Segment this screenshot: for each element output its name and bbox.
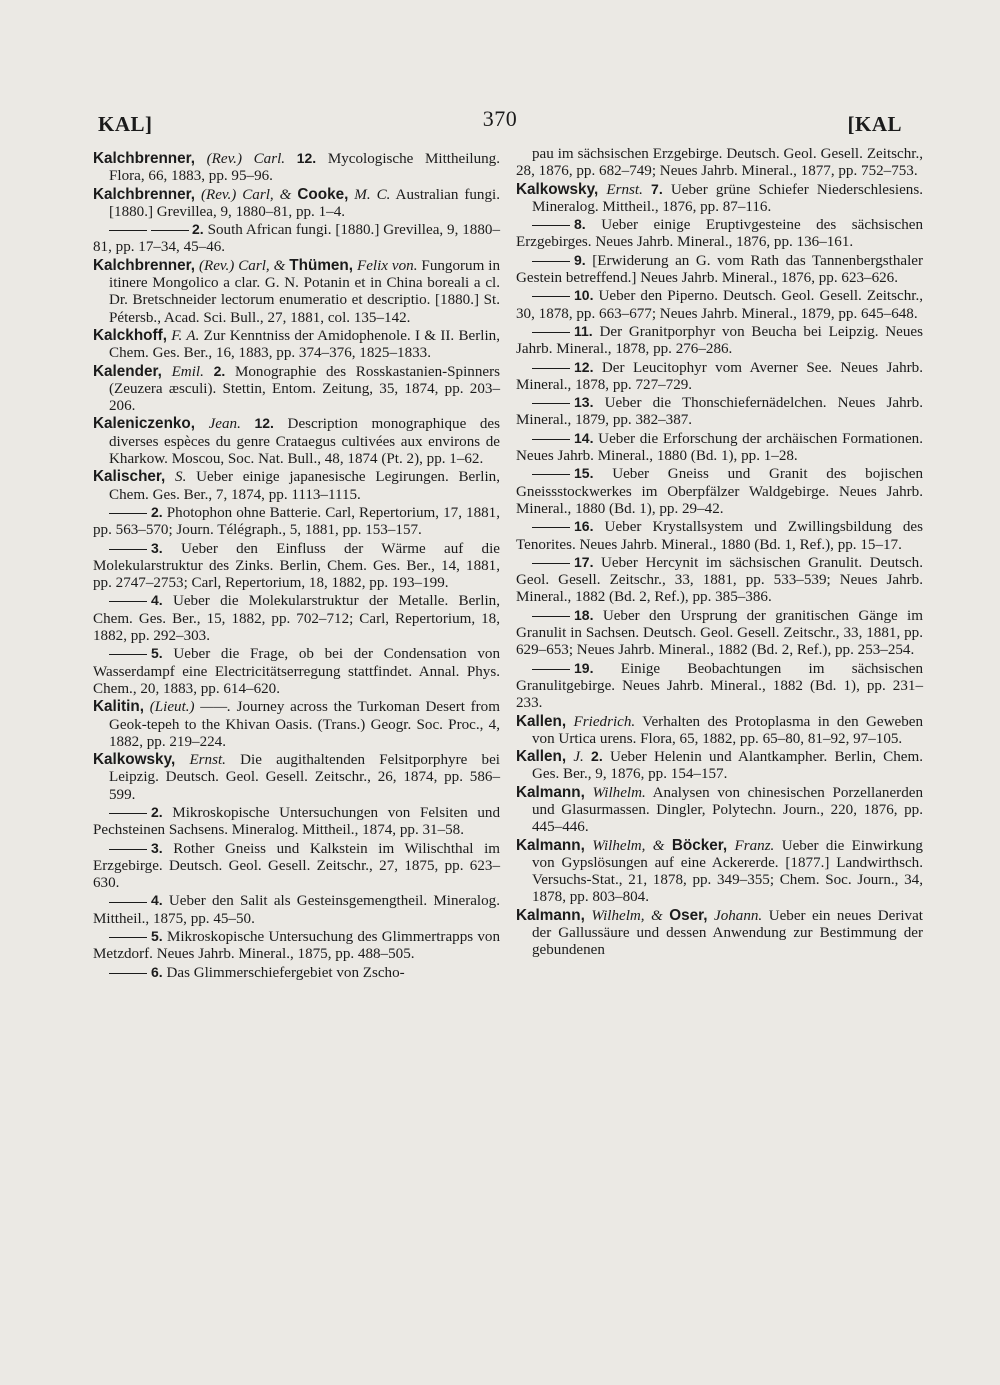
author-given-name: F. A. bbox=[171, 327, 200, 344]
author-given-name: Ernst. bbox=[189, 752, 226, 769]
running-head-left: KAL] bbox=[98, 112, 153, 136]
ditto-dash bbox=[109, 965, 151, 981]
bibliography-entry bbox=[516, 660, 923, 713]
ditto-dash bbox=[109, 893, 151, 909]
entry-text: South African fungi. [1880.] Grevillea, 9, 1880–81, pp. 17–34, 45–46. bbox=[93, 222, 500, 256]
entry-text: Ueber die Einwirkung von Gypslösungen auf eine Ackererde. [1877.] Landwirthsch. Versuchs-Stat., 21, 1878, pp. 349–355; Chem. Soc. Journ., 34, 1878, pp. 803–804. bbox=[532, 837, 923, 906]
author-given-name: S. bbox=[175, 469, 187, 486]
bibliography-entry bbox=[93, 468, 500, 504]
author-name: Kalmann, bbox=[516, 906, 585, 924]
coauthor-given-name: Franz. bbox=[734, 837, 775, 854]
entry-number: 11. bbox=[574, 322, 593, 339]
entry-text: Monographie des Rosskastanien-Spinners (Zeuzera æsculi). Stettin, Entom. Zeitung, 35, 1874, pp. 203–206. bbox=[109, 363, 500, 415]
bibliography-entry bbox=[93, 804, 500, 840]
ditto-dash bbox=[532, 217, 574, 233]
coauthor-name: Oser, bbox=[669, 906, 708, 924]
author-given-name: Ernst. bbox=[606, 181, 643, 198]
entry-text: Description monographique des diverses espèces du genre Crataegus cultivées aux environs de Kharkow. Moscou, Soc. Nat. Bull., 48, 1874 (Pt. 2), pp. 1–62. bbox=[109, 416, 500, 468]
ditto-dash bbox=[532, 324, 574, 340]
entry-text: Ueber Hercynit im sächsischen Granulit. Deutsch. Geol. Gesell. Zeitschr., 33, 1881, pp. 533–539; Neues Jahrb. Mineral., 1882 (Bd. 2, Ref.), pp. 385–386. bbox=[516, 554, 923, 606]
bibliography-entry bbox=[93, 645, 500, 698]
entry-text: Zur Kenntniss der Amidophenole. I & II. Berlin, Chem. Ges. Ber., 16, 1883, pp. 374–376, 1825–1833. bbox=[109, 327, 500, 362]
entry-number: 3. bbox=[151, 539, 163, 556]
author-given-name: Friedrich. bbox=[573, 713, 636, 730]
entry-text: Mikroskopische Untersuchung des Glimmertrapps von Metzdorf. Neues Jahrb. Mineral., 1875, pp. 488–505. bbox=[93, 929, 500, 963]
author-given-name: (Rev.) Carl. bbox=[206, 151, 286, 167]
entry-text: Photophon ohne Batterie. Carl, Repertorium, 17, 1881, pp. 563–570; Journ. Télégraph., 5, 1881, pp. 153–157. bbox=[93, 504, 501, 539]
entry-number: 7. bbox=[651, 180, 663, 197]
entry-number: 6. bbox=[151, 963, 163, 980]
entry-number: 2. bbox=[151, 803, 163, 820]
bibliography-entry bbox=[93, 964, 500, 982]
entry-text: Journey across the Turkoman Desert from Geok-tepeh to the Khivan Oasis. (Trans.) Geogr. Soc. Proc., 4, 1882, pp. 219–224. bbox=[109, 699, 500, 750]
author-name: Kalkowsky, bbox=[516, 180, 599, 198]
entry-number: 19. bbox=[574, 659, 594, 676]
bibliography-entry bbox=[516, 430, 923, 466]
ditto-dash bbox=[109, 929, 151, 945]
entry-number: 2. bbox=[591, 748, 603, 765]
entry-text: Ueber die Erforschung der archäischen Formationen. Neues Jahrb. Mineral., 1880 (Bd. 1), pp. 1–28. bbox=[516, 430, 923, 465]
running-head-right: [KAL bbox=[847, 112, 902, 136]
author-given-name: (Rev.) Carl, & bbox=[200, 186, 292, 203]
coauthor-name: Thümen, bbox=[289, 256, 354, 274]
entry-number: 2. bbox=[151, 503, 163, 520]
ditto-dash bbox=[532, 519, 574, 535]
coauthor-given-name: Felix von. bbox=[356, 257, 418, 274]
entry-number: 5. bbox=[151, 645, 163, 662]
entry-text: Ueber den Piperno. Deutsch. Geol. Gesell. Zeitschr., 30, 1878, pp. 663–677; Neues Jahrb. Mineral., 1879, pp. 645–648. bbox=[516, 288, 923, 322]
entry-number: 12. bbox=[296, 150, 317, 166]
bibliography-entry bbox=[93, 257, 500, 327]
bibliography-entry bbox=[93, 327, 500, 363]
left-column bbox=[93, 150, 500, 982]
page-number: 370 bbox=[482, 106, 518, 131]
entry-text: Australian fungi. [1880.] Grevillea, 9, 1880–81, pp. 1–4. bbox=[109, 186, 500, 220]
entry-text: Ueber grüne Schiefer Niederschlesiens. Mineralog. Mittheil., 1876, pp. 87–116. bbox=[532, 181, 923, 215]
entry-number: 5. bbox=[151, 928, 163, 945]
author-given-name: (Lieut.) ——. bbox=[149, 699, 231, 716]
entry-text: Ueber einige japanesische Legirungen. Berlin, Chem. Ges. Ber., 7, 1874, pp. 1113–1115. bbox=[109, 469, 500, 503]
bibliography-entry bbox=[93, 363, 500, 416]
author-given-name: Emil. bbox=[171, 363, 204, 380]
bibliography-entry bbox=[516, 181, 923, 217]
entry-text: Mycologische Mittheilung. Flora, 66, 1883, pp. 95–96. bbox=[109, 151, 501, 185]
author-name: Kalchbrenner, bbox=[93, 150, 196, 167]
author-given-name: Jean. bbox=[208, 416, 241, 433]
entry-text: Ueber den Ursprung der granitischen Gänge im Granulit in Sachsen. Deutsch. Geol. Gesell. Zeitschr., 33, 1881, pp. 629–653; Neues Jahrb. Mineral., 1882 (Bd. 2, Ref.), pp. 253–254. bbox=[516, 607, 923, 659]
entry-number: 13. bbox=[574, 394, 594, 411]
ditto-dash bbox=[109, 505, 151, 521]
entry-text: Rother Gneiss und Kalkstein im Wilischthal im Erzgebirge. Deutsch. Geol. Gesell. Zeitschr., 27, 1875, pp. 623–630. bbox=[93, 840, 500, 892]
ditto-dash bbox=[532, 431, 574, 447]
bibliography-entry bbox=[516, 394, 923, 430]
entry-text: [Erwiderung an G. vom Rath das Tannenbergsthaler Gestein betreffend.] Neues Jahrb. Mineral., 1876, pp. 623–626. bbox=[516, 252, 923, 287]
entry-text: Ueber die Thonschiefernädelchen. Neues Jahrb. Mineral., 1879, pp. 382–387. bbox=[516, 395, 923, 429]
bibliography-entry bbox=[516, 907, 923, 960]
author-given-name: J. bbox=[573, 749, 584, 766]
coauthor-name: Böcker, bbox=[671, 836, 728, 854]
bibliography-entry bbox=[516, 713, 923, 749]
author-name: Kalchbrenner, bbox=[93, 185, 196, 203]
bibliography-entry bbox=[516, 607, 923, 660]
entry-number: 9. bbox=[574, 251, 586, 268]
author-name: Kalitin, bbox=[93, 698, 144, 716]
entry-text: Ueber den Einfluss der Wärme auf die Molekularstruktur des Zinks. Berlin, Chem. Ges. Ber., 14, 1881, pp. 2747–2753; Carl, Repertorium, 18, 1882, pp. 193–199. bbox=[93, 540, 500, 592]
entry-number: 12. bbox=[574, 358, 594, 375]
bibliography-entry bbox=[93, 928, 500, 964]
bibliography-entry bbox=[93, 150, 500, 186]
author-name: Kalckhoff, bbox=[93, 326, 167, 344]
ditto-dash bbox=[532, 288, 574, 304]
ditto-dash bbox=[532, 360, 574, 376]
entry-text: Fungorum in itinere Mongolico a clar. G. N. Potanin et in China boreali a cl. Dr. Bretschneider lectorum enumeratio et descriptio. [1880.] St. Pétersb., Acad. Sci. Bull., 27, 1881, col. 135–142. bbox=[109, 257, 500, 326]
bibliography-entry bbox=[516, 518, 923, 554]
bibliography-entry bbox=[516, 554, 923, 607]
entry-number: 4. bbox=[151, 892, 163, 909]
author-given-name: Wilhelm. bbox=[592, 784, 646, 801]
entry-text: Der Granitporphyr von Beucha bei Leipzig. Neues Jahrb. Mineral., 1878, pp. 276–286. bbox=[516, 323, 924, 358]
ditto-dash bbox=[532, 661, 574, 677]
author-name: Kalmann, bbox=[516, 783, 585, 801]
ditto-dash bbox=[532, 608, 574, 624]
entry-text: Ueber die Molekularstruktur der Metalle. Berlin, Chem. Ges. Ber., 15, 1882, pp. 702–712; Carl, Repertorium, 18, 1882, pp. 292–303. bbox=[93, 593, 501, 645]
bibliography-entry bbox=[93, 892, 500, 928]
author-name: Kalischer, bbox=[93, 468, 166, 486]
entry-number: 18. bbox=[574, 606, 594, 623]
bibliography-entry bbox=[516, 216, 923, 252]
author-name: Kaleniczenko, bbox=[93, 415, 196, 433]
bibliography-entry bbox=[516, 748, 923, 784]
entry-number: 14. bbox=[574, 429, 594, 446]
coauthor-given-name: Johann. bbox=[714, 907, 763, 924]
bibliography-entry bbox=[516, 252, 923, 288]
entry-text: Ueber Gneiss und Granit des bojischen Gneissstockwerkes im Oberpfälzer Waldgebirge. Neues Jahrb. Mineral., 1880 (Bd. 1), pp. 29–42. bbox=[516, 466, 923, 517]
entry-text: Das Glimmerschiefergebiet von Zscho- bbox=[166, 964, 405, 981]
entry-number: 2. bbox=[192, 221, 204, 238]
entry-number: 16. bbox=[574, 518, 594, 535]
bibliography-entry bbox=[93, 186, 500, 222]
entry-number: 4. bbox=[151, 592, 163, 609]
ditto-dash bbox=[532, 466, 574, 482]
coauthor-name: Cooke, bbox=[297, 185, 349, 203]
entry-text: Analysen von chinesischen Porzellanerden und Glasurmassen. Dingler, Polytechn. Journ., 220, 1876, pp. 445–446. bbox=[532, 784, 923, 836]
bibliography-entry bbox=[516, 146, 923, 181]
entry-text: Mikroskopische Untersuchungen von Felsiten und Pechsteinen Sachsens. Mineralog. Mittheil., 1874, pp. 31–58. bbox=[93, 804, 500, 839]
author-name: Kalchbrenner, bbox=[93, 256, 196, 274]
bibliography-entry bbox=[93, 415, 500, 468]
bibliography-entry bbox=[93, 751, 500, 804]
entry-text: pau im sächsischen Erzgebirge. Deutsch. Geol. Gesell. Zeitschr., 28, 1876, pp. 682–749; Neues Jahrb. Mineral., 1877, pp. 752–753. bbox=[516, 146, 923, 180]
ditto-dash bbox=[109, 805, 151, 821]
entry-number: 10. bbox=[574, 287, 594, 304]
entry-text: Verhalten des Protoplasma in den Geweben von Urtica urens. Flora, 65, 1882, pp. 65–80, 81–92, 97–105. bbox=[532, 713, 923, 747]
entry-number: 17. bbox=[574, 553, 594, 570]
ditto-dash bbox=[532, 253, 574, 269]
coauthor-given-name: M. C. bbox=[354, 186, 391, 203]
entry-text: Einige Beobachtungen im sächsischen Granulitgebirge. Neues Jahrb. Mineral., 1882 (Bd. 1), pp. 231–233. bbox=[516, 660, 923, 712]
bibliography-entry bbox=[516, 784, 923, 837]
author-given-name: Wilhelm, & bbox=[591, 907, 663, 924]
entry-text: Ueber die Frage, ob bei der Condensation von Wasserdampf eine Electricitätserregung stattfindet. Annal. Phys. Chem., 20, 1883, pp. 614–620. bbox=[93, 646, 500, 697]
bibliography-entry bbox=[93, 698, 500, 751]
entry-number: 2. bbox=[213, 362, 226, 379]
entry-text: Die augithaltenden Felsitporphyre bei Leipzig. Deutsch. Geol. Gesell. Zeitschr., 26, 1874, pp. 586–599. bbox=[109, 752, 500, 803]
bibliography-entry bbox=[93, 592, 500, 645]
bibliography-entry bbox=[516, 323, 923, 359]
entry-number: 12. bbox=[254, 415, 274, 432]
author-name: Kallen, bbox=[516, 748, 567, 766]
ditto-dash bbox=[109, 222, 192, 238]
bibliography-entry bbox=[516, 359, 923, 395]
entry-text: Ueber Krystallsystem und Zwillingsbildung des Tenorites. Neues Jahrb. Mineral., 1880 (Bd. 1, Ref.), pp. 15–17. bbox=[516, 519, 923, 553]
right-column bbox=[516, 146, 923, 960]
ditto-dash bbox=[109, 841, 151, 857]
author-name: Kalmann, bbox=[516, 836, 585, 854]
ditto-dash bbox=[532, 555, 574, 571]
author-name: Kallen, bbox=[516, 712, 567, 730]
ditto-dash bbox=[532, 395, 574, 411]
bibliography-entry bbox=[93, 540, 500, 593]
author-given-name: Wilhelm, & bbox=[592, 837, 665, 854]
author-given-name: (Rev.) Carl, & bbox=[198, 257, 286, 274]
entry-text: Ueber einige Eruptivgesteine des sächsischen Erzgebirges. Neues Jahrb. Mineral., 1876, pp. 136–161. bbox=[516, 217, 923, 251]
author-name: Kalender, bbox=[93, 362, 162, 380]
author-name: Kalkowsky, bbox=[93, 751, 176, 769]
bibliography-entry bbox=[93, 504, 500, 540]
ditto-dash bbox=[109, 593, 151, 609]
entry-number: 8. bbox=[574, 216, 586, 233]
entry-text: Der Leucitophyr vom Averner See. Neues Jahrb. Mineral., 1878, pp. 727–729. bbox=[516, 359, 923, 393]
entry-text: Ueber ein neues Derivat der Gallussäure und dessen Anwendung zur Bestimmung der gebundenen bbox=[532, 907, 924, 959]
ditto-dash bbox=[109, 541, 151, 557]
bibliography-entry bbox=[93, 221, 500, 257]
bibliography-entry bbox=[516, 465, 923, 518]
entry-number: 15. bbox=[574, 465, 594, 482]
bibliography-entry bbox=[516, 287, 923, 323]
bibliography-entry bbox=[93, 840, 500, 893]
entry-text: Ueber den Salit als Gesteinsgemengtheil. Mineralog. Mittheil., 1875, pp. 45–50. bbox=[93, 893, 500, 927]
ditto-dash bbox=[109, 646, 151, 662]
entry-text: Ueber Helenin und Alantkampher. Berlin, Chem. Ges. Ber., 9, 1876, pp. 154–157. bbox=[532, 749, 923, 783]
entry-number: 3. bbox=[151, 839, 163, 856]
bibliography-entry bbox=[516, 837, 923, 907]
